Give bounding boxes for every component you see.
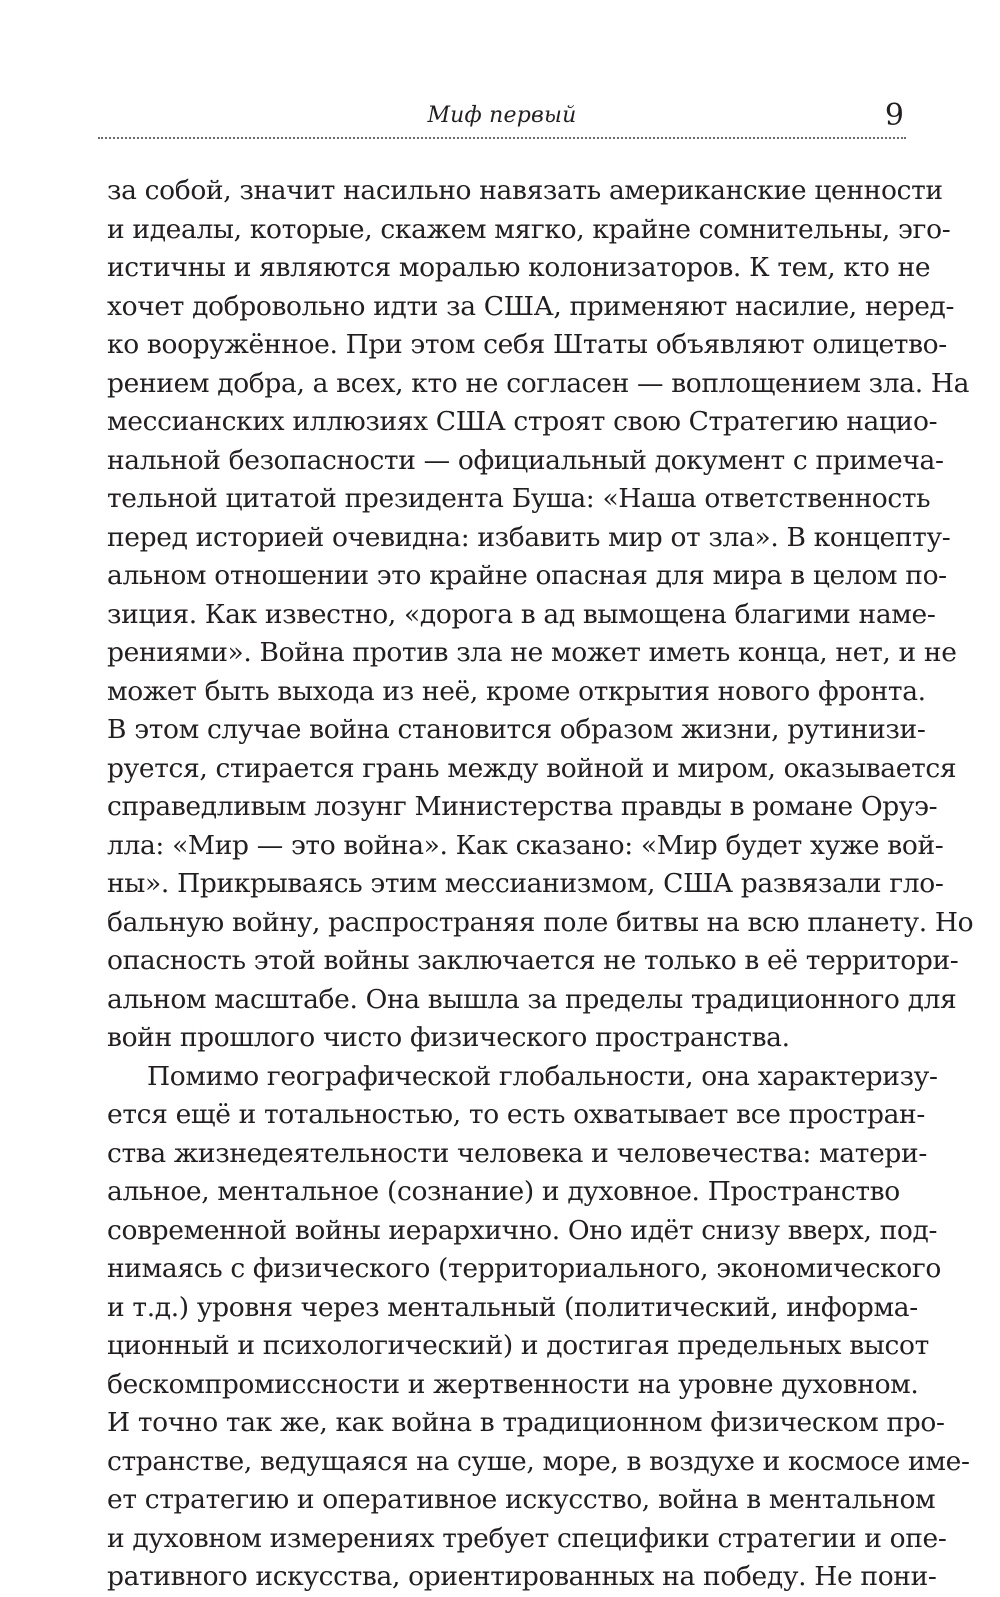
text-line: ется ещё и тотальностью, то есть охватывает все простран- (107, 1099, 925, 1130)
text-line: и т.д.) уровня через ментальный (политический, информа- (107, 1291, 918, 1323)
text-line: тельной цитатой президента Буша: «Наша ответственность (107, 483, 931, 514)
text-line: современной войны иерархично. Оно идёт снизу вверх, под- (107, 1214, 938, 1246)
text-line: ны». Прикрываясь этим мессианизмом, США развязали гло- (107, 868, 944, 899)
text-line: перед историей очевидна: избавить мир от зла». В концепту- (107, 521, 951, 553)
text-line: истичны и являются моралью колонизаторов. К тем, кто не (107, 252, 931, 283)
running-header (98, 100, 906, 140)
page-number: 9 (884, 98, 904, 133)
text-line: лла: «Мир — это война». Как сказано: «Мир будет хуже вой- (107, 829, 944, 861)
text-line: альном масштабе. Она вышла за пределы традиционного для (107, 983, 957, 1015)
text-line: справедливым лозунг Министерства правды в романе Оруэ- (107, 791, 938, 822)
text-line: странстве, ведущаяся на суше, море, в воздухе и космосе име- (107, 1445, 970, 1477)
header-divider (98, 137, 906, 139)
text-line: хочет добровольно идти за США, применяют насилие, неред- (107, 290, 955, 322)
text-line: ционный и психологический) и достигая предельных высот (107, 1330, 929, 1361)
text-line: опасность этой войны заключается не только в её территори- (107, 945, 959, 976)
text-line: альном отношении это крайне опасная для мира в целом по- (107, 560, 947, 591)
text-line: зиция. Как известно, «дорога в ад вымощена благими наме- (107, 598, 936, 630)
text-line: руется, стирается грань между войной и миром, оказывается (107, 752, 957, 784)
body-text (107, 172, 974, 1597)
text-line: ет стратегию и оперативное искусство, война в ментальном (107, 1484, 936, 1515)
text-line: альное, ментальное (сознание) и духовное. Пространство (107, 1176, 900, 1207)
text-line: мессианских иллюзиях США строят свою Стратегию нацио- (107, 406, 938, 437)
text-line: рением добра, а всех, кто не согласен — воплощением зла. На (107, 367, 970, 399)
text-line: И точно так же, как война в традиционном физическом про- (107, 1407, 945, 1438)
text-line: бескомпромиссности и жертвенности на уровне духовном. (107, 1368, 919, 1400)
text-line: нальной безопасности — официальный документ с примеча- (107, 444, 944, 476)
text-line: В этом случае война становится образом жизни, рутинизи- (107, 714, 926, 745)
text-line: за собой, значит насильно навязать американские ценности (107, 175, 943, 206)
text-line: и идеалы, которые, скажем мягко, крайне сомнительны, эго- (107, 213, 951, 245)
paragraph-first-line: Помимо географической глобальности, она характеризу- (147, 1060, 938, 1092)
text-line: и духовном измерениях требует специфики стратегии и опе- (107, 1522, 947, 1554)
text-line: войн прошлого чисто физического пространства. (107, 1022, 790, 1053)
text-line: может быть выхода из неё, кроме открытия нового фронта. (107, 675, 926, 707)
text-line: ства жизнедеятельности человека и человечества: матери- (107, 1137, 927, 1169)
text-line: нимаясь с физического (территориального, экономического (107, 1253, 942, 1284)
text-line: рениями». Война против зла не может иметь конца, нет, и не (107, 637, 957, 668)
running-title: Миф первый (427, 103, 577, 128)
text-line: бальную войну, распространяя поле битвы на всю планету. Но (107, 906, 974, 938)
text-line: ративного искусства, ориентированных на победу. Не пони- (107, 1561, 937, 1592)
text-line: ко вооружённое. При этом себя Штаты объявляют олицетво- (107, 329, 947, 360)
